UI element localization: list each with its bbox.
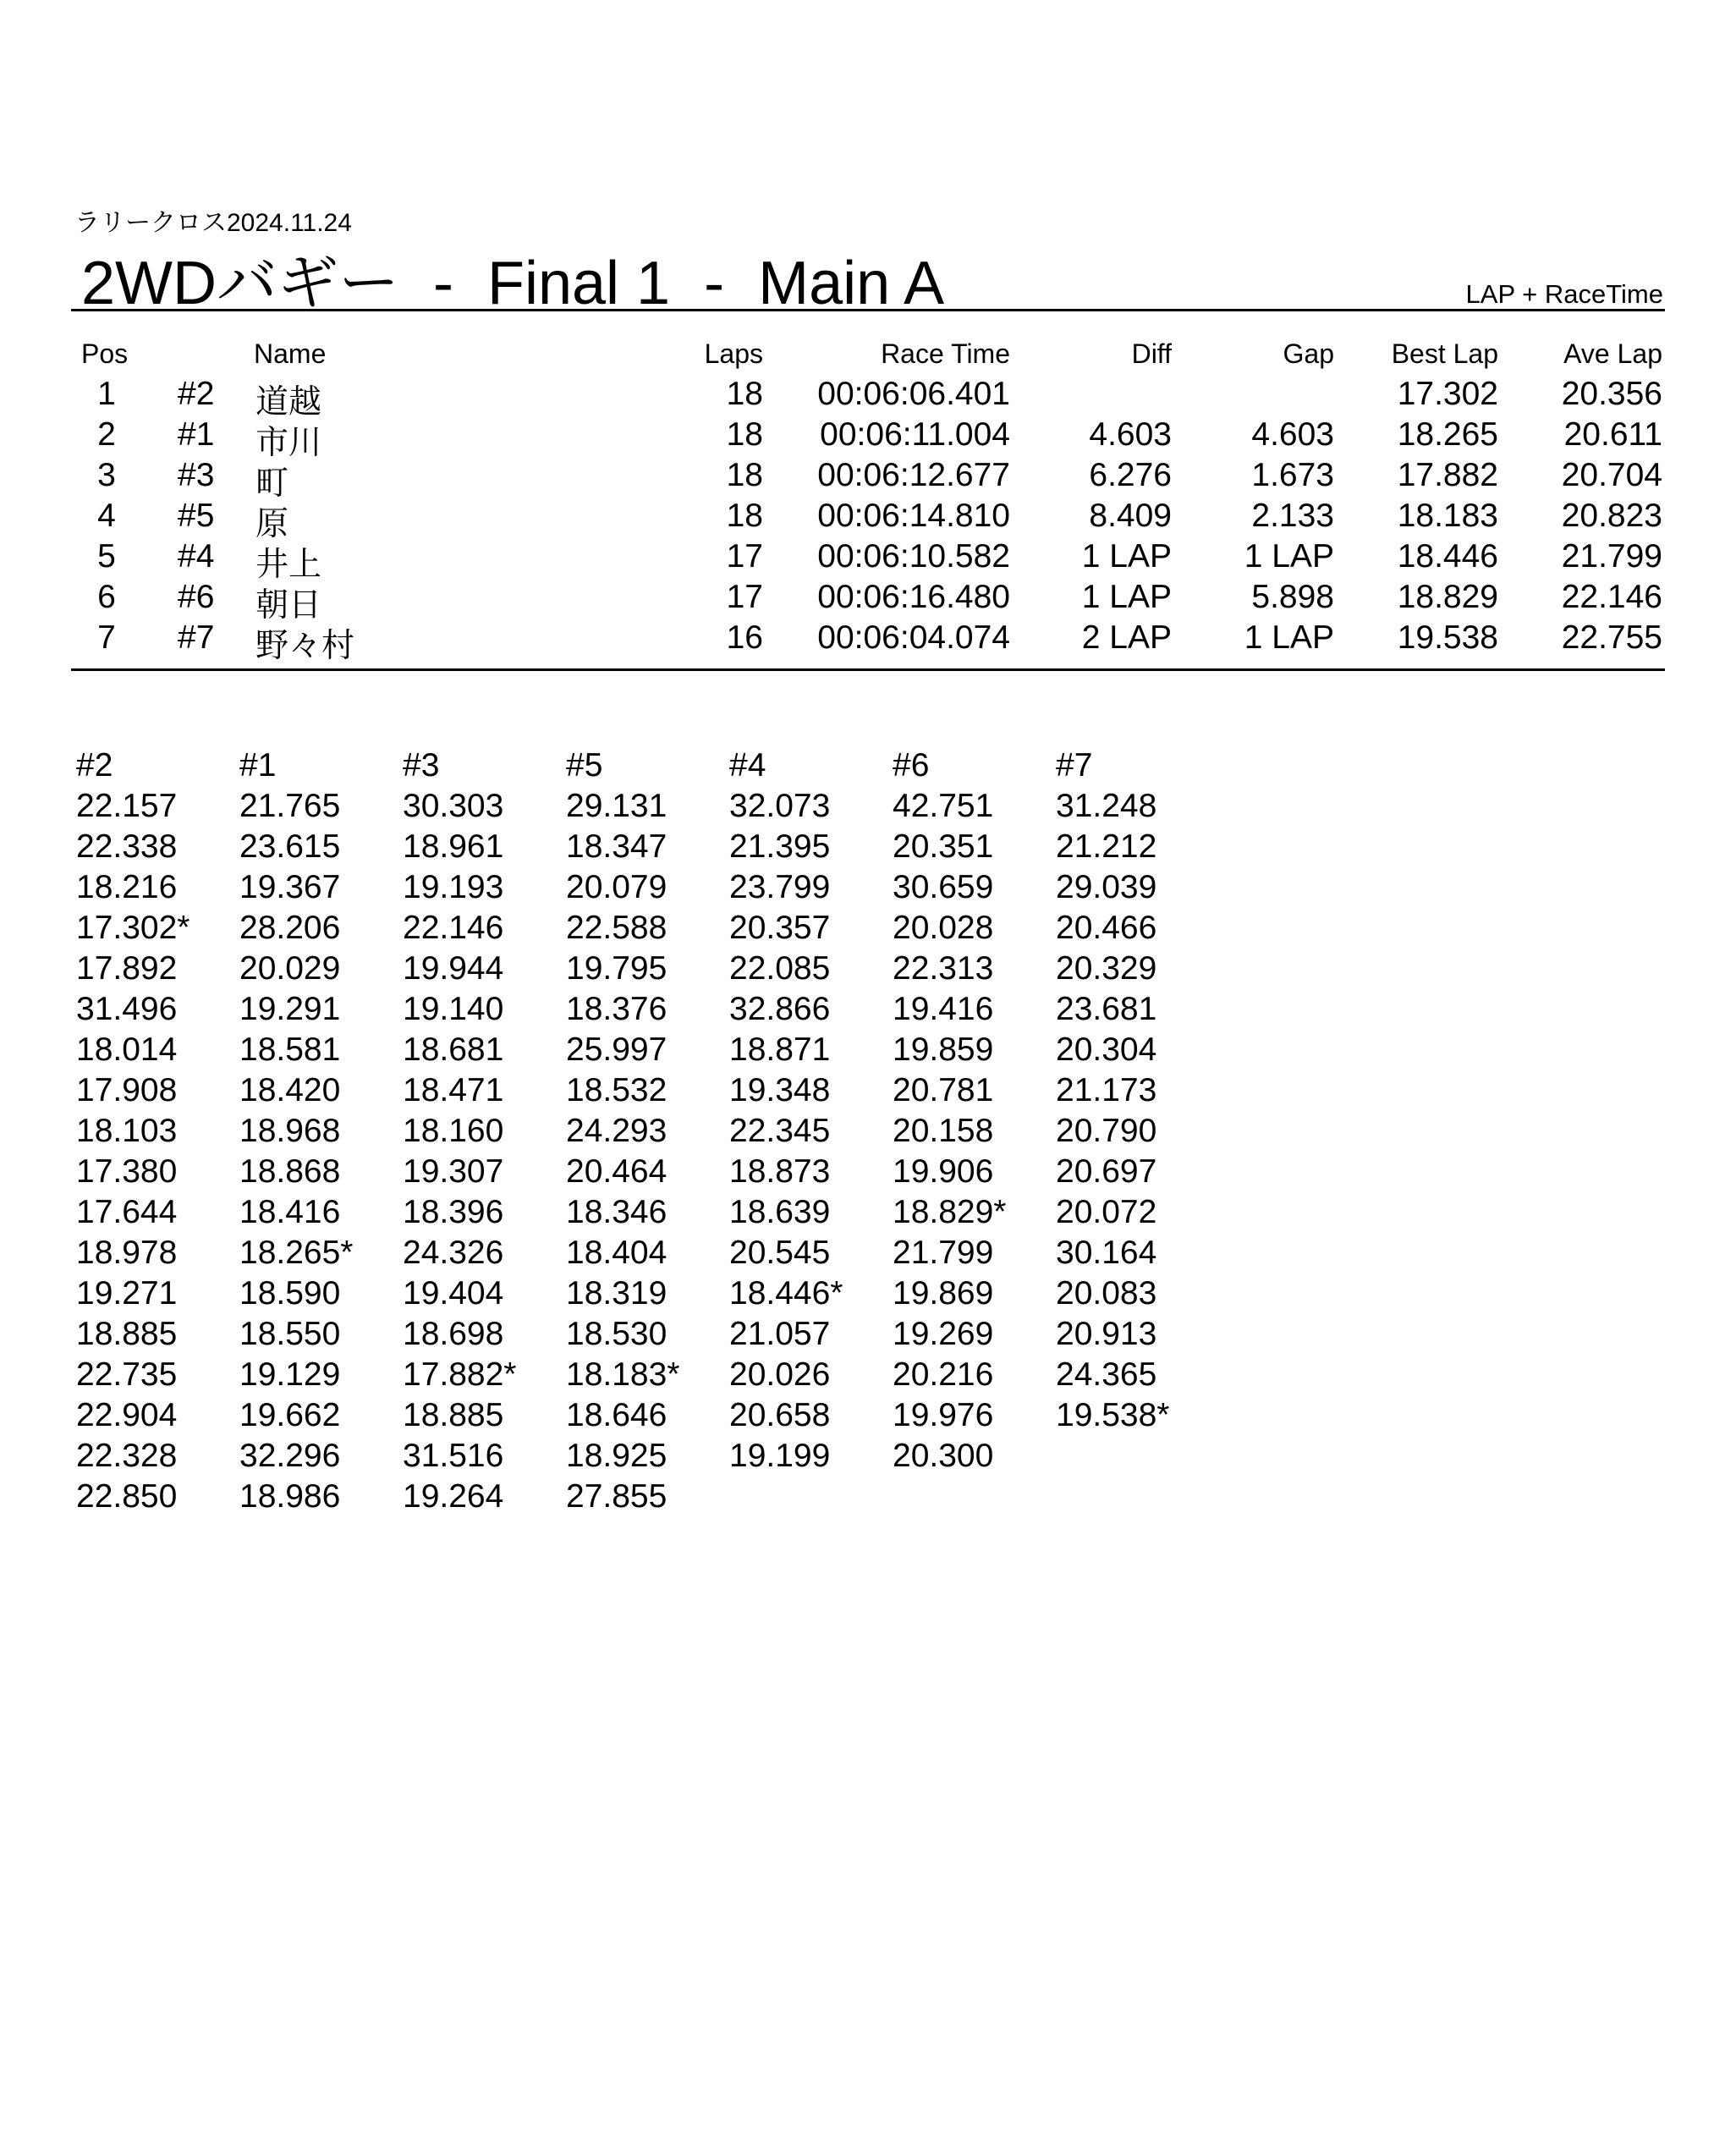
header-name: Name xyxy=(254,338,327,369)
lap-time-cell: 22.338 xyxy=(76,828,178,865)
lap-header-car: #1 xyxy=(239,747,277,784)
result-name: 町 xyxy=(255,465,289,502)
lap-time-cell: 18.925 xyxy=(566,1438,667,1474)
lap-time-cell: 19.869 xyxy=(893,1275,994,1312)
lap-time-cell: 19.416 xyxy=(893,991,994,1027)
lap-time-cell: 32.296 xyxy=(239,1438,341,1474)
lap-time-cell: 20.072 xyxy=(1056,1194,1157,1230)
result-name: 原 xyxy=(255,506,289,542)
lap-time-cell: 18.581 xyxy=(239,1031,341,1068)
result-best-lap: 17.302 xyxy=(1397,376,1498,412)
header-rule xyxy=(71,309,1665,311)
result-num: #2 xyxy=(178,376,215,412)
lap-time-cell: 19.193 xyxy=(403,869,504,905)
result-ave-lap: 20.823 xyxy=(1561,498,1662,534)
lap-time-cell: 21.799 xyxy=(893,1235,994,1271)
result-pos: 1 xyxy=(97,376,116,412)
result-race-time: 00:06:14.810 xyxy=(817,498,1010,534)
results-table xyxy=(0,338,1725,664)
lap-time-cell: 32.073 xyxy=(729,788,831,824)
lap-time-cell: 19.129 xyxy=(239,1356,341,1393)
result-pos: 4 xyxy=(97,498,116,534)
result-diff: 8.409 xyxy=(1089,498,1172,534)
lap-time-cell: 18.471 xyxy=(403,1072,504,1108)
lap-time-cell: 19.795 xyxy=(566,950,667,987)
lap-time-cell: 20.216 xyxy=(893,1356,994,1393)
result-laps: 17 xyxy=(726,579,763,615)
lap-time-cell: 19.271 xyxy=(76,1275,178,1312)
lap-header-car: #2 xyxy=(76,747,113,784)
lap-time-cell: 20.029 xyxy=(239,950,341,987)
lap-time-cell: 18.396 xyxy=(403,1194,504,1230)
result-laps: 18 xyxy=(726,498,763,534)
result-laps: 18 xyxy=(726,416,763,453)
lap-time-cell: 20.357 xyxy=(729,910,831,946)
lap-header-car: #3 xyxy=(403,747,440,784)
lap-time-cell: 42.751 xyxy=(893,788,994,824)
result-laps: 16 xyxy=(726,619,763,656)
lap-time-cell: 18.873 xyxy=(729,1153,831,1190)
lap-time-cell: 18.532 xyxy=(566,1072,667,1108)
lap-time-cell: 24.326 xyxy=(403,1235,504,1271)
results-header-row xyxy=(0,338,1725,372)
result-gap: 4.603 xyxy=(1251,416,1334,453)
header-gap: Gap xyxy=(1283,338,1334,369)
header-best-lap: Best Lap xyxy=(1391,338,1498,369)
result-ave-lap: 20.611 xyxy=(1563,416,1662,453)
lap-time-cell: 18.550 xyxy=(239,1316,341,1352)
lap-time-cell: 19.269 xyxy=(893,1316,994,1352)
result-name: 道越 xyxy=(255,384,322,421)
lap-time-cell: 18.404 xyxy=(566,1235,667,1271)
table-row xyxy=(0,494,1725,542)
lap-time-cell: 23.615 xyxy=(239,828,341,865)
lap-time-cell: 22.850 xyxy=(76,1478,178,1515)
lap-time-cell: 18.216 xyxy=(76,869,178,905)
lap-time-cell: 18.961 xyxy=(403,828,504,865)
lap-time-cell: 17.892 xyxy=(76,950,178,987)
result-pos: 7 xyxy=(97,619,116,656)
lap-time-cell: 18.868 xyxy=(239,1153,341,1190)
lap-time-cell: 20.351 xyxy=(893,828,994,865)
lap-time-cell: 20.329 xyxy=(1056,950,1157,987)
lap-time-cell: 19.662 xyxy=(239,1397,341,1433)
lap-time-cell: 19.307 xyxy=(403,1153,504,1190)
lap-time-cell: 21.765 xyxy=(239,788,341,824)
lap-time-cell: 27.855 xyxy=(566,1478,667,1515)
scoring-mode: LAP + RaceTime xyxy=(1465,279,1663,309)
lap-time-cell: 20.083 xyxy=(1056,1275,1157,1312)
header-ave-lap: Ave Lap xyxy=(1563,338,1662,369)
event-date: ラリークロス2024.11.24 xyxy=(74,209,352,237)
lap-time-cell: 19.404 xyxy=(403,1275,504,1312)
result-gap: 2.133 xyxy=(1251,498,1334,534)
result-name: 井上 xyxy=(255,547,322,583)
result-num: #1 xyxy=(178,416,215,453)
lap-time-cell: 22.904 xyxy=(76,1397,178,1433)
lap-header-car: #4 xyxy=(729,747,766,784)
lap-time-cell: 18.978 xyxy=(76,1235,178,1271)
lap-time-cell: 22.588 xyxy=(566,910,667,946)
result-laps: 17 xyxy=(726,538,763,575)
lap-time-cell: 18.590 xyxy=(239,1275,341,1312)
lap-header-car: #5 xyxy=(566,747,603,784)
lap-time-cell: 32.866 xyxy=(729,991,831,1027)
lap-time-cell: 19.944 xyxy=(403,950,504,987)
result-gap: 1.673 xyxy=(1251,457,1334,493)
lap-time-cell: 20.158 xyxy=(893,1113,994,1149)
result-ave-lap: 20.356 xyxy=(1561,376,1662,412)
result-pos: 3 xyxy=(97,457,116,493)
footer-rule xyxy=(71,668,1665,671)
result-pos: 2 xyxy=(97,416,116,453)
header-pos: Pos xyxy=(81,338,129,369)
lap-time-cell: 20.466 xyxy=(1056,910,1157,946)
result-name: 市川 xyxy=(255,425,322,461)
lap-time-cell: 18.885 xyxy=(76,1316,178,1352)
lap-time-cell: 22.735 xyxy=(76,1356,178,1393)
result-race-time: 00:06:04.074 xyxy=(817,619,1010,656)
result-best-lap: 18.446 xyxy=(1397,538,1498,575)
lap-time-cell: 22.146 xyxy=(403,910,504,946)
header-race-time: Race Time xyxy=(881,338,1010,369)
header-diff: Diff xyxy=(1131,338,1172,369)
lap-time-cell: 18.530 xyxy=(566,1316,667,1352)
lap-time-cell: 19.538* xyxy=(1056,1397,1170,1433)
lap-time-cell: 22.345 xyxy=(729,1113,831,1149)
result-num: #6 xyxy=(178,579,215,615)
lap-time-cell: 17.302* xyxy=(76,910,190,946)
lap-time-cell: 30.164 xyxy=(1056,1235,1157,1271)
lap-time-cell: 19.291 xyxy=(239,991,341,1027)
lap-time-cell: 31.516 xyxy=(403,1438,504,1474)
lap-time-cell: 18.416 xyxy=(239,1194,341,1230)
result-diff: 4.603 xyxy=(1089,416,1172,453)
lap-time-cell: 22.085 xyxy=(729,950,831,987)
result-gap: 1 LAP xyxy=(1244,619,1334,656)
lap-time-cell: 19.906 xyxy=(893,1153,994,1190)
result-name: 野々村 xyxy=(255,628,355,664)
lap-time-cell: 18.319 xyxy=(566,1275,667,1312)
table-row xyxy=(0,575,1725,624)
result-ave-lap: 22.146 xyxy=(1561,579,1662,615)
result-num: #5 xyxy=(178,498,215,534)
lap-time-cell: 28.206 xyxy=(239,910,341,946)
lap-time-cell: 18.646 xyxy=(566,1397,667,1433)
lap-time-cell: 18.639 xyxy=(729,1194,831,1230)
result-num: #4 xyxy=(178,538,215,575)
lap-time-cell: 18.986 xyxy=(239,1478,341,1515)
lap-time-cell: 21.173 xyxy=(1056,1072,1157,1108)
lap-time-cell: 20.464 xyxy=(566,1153,667,1190)
result-best-lap: 18.183 xyxy=(1397,498,1498,534)
lap-time-cell: 20.304 xyxy=(1056,1031,1157,1068)
result-num: #7 xyxy=(178,619,215,656)
result-pos: 5 xyxy=(97,538,116,575)
result-ave-lap: 20.704 xyxy=(1561,457,1662,493)
lap-time-cell: 18.871 xyxy=(729,1031,831,1068)
lap-time-cell: 23.681 xyxy=(1056,991,1157,1027)
lap-time-cell: 18.347 xyxy=(566,828,667,865)
lap-time-cell: 19.264 xyxy=(403,1478,504,1515)
table-row xyxy=(0,372,1725,421)
lap-time-cell: 20.079 xyxy=(566,869,667,905)
lap-time-cell: 18.420 xyxy=(239,1072,341,1108)
lap-time-cell: 18.681 xyxy=(403,1031,504,1068)
lap-time-cell: 22.328 xyxy=(76,1438,178,1474)
lap-time-cell: 21.395 xyxy=(729,828,831,865)
result-name: 朝日 xyxy=(255,587,322,624)
lap-time-cell: 21.212 xyxy=(1056,828,1157,865)
lap-time-cell: 22.157 xyxy=(76,788,178,824)
lap-time-cell: 18.698 xyxy=(403,1316,504,1352)
lap-time-cell: 19.976 xyxy=(893,1397,994,1433)
lap-time-cell: 18.183* xyxy=(566,1356,680,1393)
lap-time-cell: 31.248 xyxy=(1056,788,1157,824)
lap-time-cell: 18.103 xyxy=(76,1113,178,1149)
lap-time-cell: 24.365 xyxy=(1056,1356,1157,1393)
lap-time-cell: 20.697 xyxy=(1056,1153,1157,1190)
header-laps: Laps xyxy=(704,338,763,369)
table-row xyxy=(0,413,1725,461)
result-ave-lap: 22.755 xyxy=(1561,619,1662,656)
result-race-time: 00:06:11.004 xyxy=(820,416,1010,453)
lap-time-cell: 23.799 xyxy=(729,869,831,905)
result-num: #3 xyxy=(178,457,215,493)
result-race-time: 00:06:10.582 xyxy=(817,538,1010,575)
lap-time-cell: 19.348 xyxy=(729,1072,831,1108)
lap-time-cell: 19.859 xyxy=(893,1031,994,1068)
result-race-time: 00:06:06.401 xyxy=(817,376,1010,412)
result-laps: 18 xyxy=(726,376,763,412)
lap-time-cell: 20.028 xyxy=(893,910,994,946)
lap-time-cell: 17.380 xyxy=(76,1153,178,1190)
lap-time-cell: 17.882* xyxy=(403,1356,517,1393)
lap-time-cell: 20.913 xyxy=(1056,1316,1157,1352)
result-ave-lap: 21.799 xyxy=(1561,538,1662,575)
lap-time-cell: 18.885 xyxy=(403,1397,504,1433)
lap-time-cell: 17.908 xyxy=(76,1072,178,1108)
result-best-lap: 18.829 xyxy=(1397,579,1498,615)
result-race-time: 00:06:16.480 xyxy=(817,579,1010,615)
lap-time-cell: 30.303 xyxy=(403,788,504,824)
result-diff: 2 LAP xyxy=(1081,619,1172,656)
lap-time-cell: 20.658 xyxy=(729,1397,831,1433)
result-diff: 1 LAP xyxy=(1081,538,1172,575)
lap-time-cell: 20.026 xyxy=(729,1356,831,1393)
lap-time-cell: 18.265* xyxy=(239,1235,354,1271)
lap-time-cell: 18.014 xyxy=(76,1031,178,1068)
lap-time-cell: 20.790 xyxy=(1056,1113,1157,1149)
lap-time-cell: 30.659 xyxy=(893,869,994,905)
result-pos: 6 xyxy=(97,579,116,615)
table-row xyxy=(0,616,1725,664)
lap-header-car: #7 xyxy=(1056,747,1093,784)
result-best-lap: 18.265 xyxy=(1397,416,1498,453)
lap-time-cell: 19.140 xyxy=(403,991,504,1027)
lap-time-cell: 18.446* xyxy=(729,1275,843,1312)
result-gap: 5.898 xyxy=(1251,579,1334,615)
lap-time-cell: 22.313 xyxy=(893,950,994,987)
lap-time-cell: 18.829* xyxy=(893,1194,1007,1230)
result-diff: 1 LAP xyxy=(1081,579,1172,615)
result-laps: 18 xyxy=(726,457,763,493)
lap-time-cell: 25.997 xyxy=(566,1031,667,1068)
lap-time-cell: 24.293 xyxy=(566,1113,667,1149)
result-gap: 1 LAP xyxy=(1244,538,1334,575)
result-best-lap: 19.538 xyxy=(1397,619,1498,656)
table-row xyxy=(0,535,1725,583)
lap-time-cell: 18.346 xyxy=(566,1194,667,1230)
lap-time-cell: 20.545 xyxy=(729,1235,831,1271)
lap-time-cell: 20.781 xyxy=(893,1072,994,1108)
lap-time-cell: 18.968 xyxy=(239,1113,341,1149)
result-diff: 6.276 xyxy=(1089,457,1172,493)
lap-time-cell: 21.057 xyxy=(729,1316,831,1352)
lap-time-cell: 17.644 xyxy=(76,1194,178,1230)
lap-time-cell: 19.199 xyxy=(729,1438,831,1474)
lap-time-cell: 29.039 xyxy=(1056,869,1157,905)
result-race-time: 00:06:12.677 xyxy=(817,457,1010,493)
lap-header-car: #6 xyxy=(893,747,930,784)
lap-time-cell: 20.300 xyxy=(893,1438,994,1474)
page-title: 2WDバギー - Final 1 - Main A xyxy=(81,250,945,317)
table-row xyxy=(0,454,1725,502)
lap-time-cell: 31.496 xyxy=(76,991,178,1027)
lap-time-cell: 19.367 xyxy=(239,869,341,905)
lap-time-cell: 29.131 xyxy=(566,788,667,824)
lap-time-cell: 18.160 xyxy=(403,1113,504,1149)
result-best-lap: 17.882 xyxy=(1397,457,1498,493)
lap-time-cell: 18.376 xyxy=(566,991,667,1027)
